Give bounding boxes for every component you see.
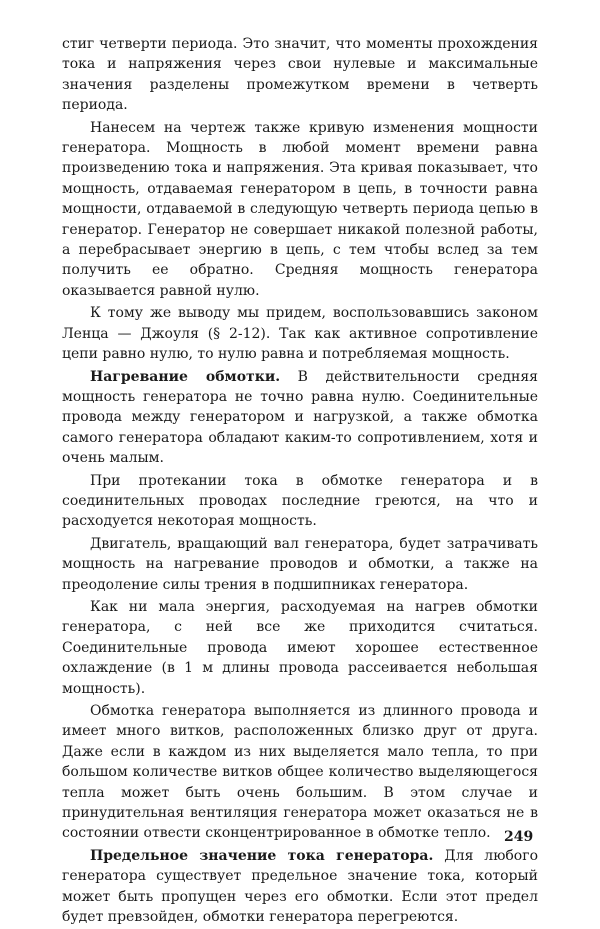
page-number: 249 — [504, 829, 534, 845]
section-heading-winding-heating: Нагревание обмотки. — [90, 368, 281, 385]
paragraph-9 — [62, 846, 538, 928]
paragraph-4 — [62, 367, 538, 469]
paragraph-2: Нанесем на чертеж также кривую изменения мощности генератора. Мощность в любой момент времени равна произведению тока и напряжения. Эта кривая показывает, что мощность, отдаваемая генератором в цепь, в точности равна мощности, отдаваемой в следующую четверть периода цепью в генератор. Генератор не совершает никакой полезной работы, а перебрасывает энергию в цепь, с тем чтобы вслед за тем получить ее обратно. Средняя мощность генератора оказывается равной нулю. — [62, 119, 538, 299]
paragraph-6: Двигатель, вращающий вал генератора, будет затрачивать мощность на нагревание проводов и обмотки, а также на преодоление силы трения в подшипниках генератора. — [62, 535, 538, 593]
section-heading-current-limit: Предельное значение тока генератора. — [90, 847, 434, 864]
page-body — [62, 34, 538, 929]
paragraph-3: К тому же выводу мы придем, воспользовавшись законом Ленца — Джоуля (§ 2-12). Так как активное сопротивление цепи равно нулю, то нулю равна и потребляемая мощность. — [62, 305, 538, 363]
paragraph-1: стиг четверти периода. Это значит, что моменты прохождения тока и напряжения через свои нулевые и максимальные значения разделены промежутком времени в четверть периода. — [62, 36, 538, 114]
paragraph-4-text: В действительности средняя мощность генератора не точно равна нулю. Соединительные провода между генератором и нагрузкой, а также обмотка самого генератора обладают каким-то сопротивлением, хотя и очень малым. — [62, 368, 538, 467]
paragraph-5: При протекании тока в обмотке генератора и в соединительных проводах последние греются, на что и расходуется некоторая мощность. — [62, 472, 538, 530]
paragraph-9-text: Для любого генератора существует предельное значение тока, который может быть пропущен через его обмотки. Если этот предел будет превзойден, обмотки генератора перегреются. — [62, 847, 539, 926]
paragraph-7: Как ни мала энергия, расходуемая на нагрев обмотки генератора, с ней все же приходится считаться. Соединительные провода имеют хорошее естественное охлаждение (в 1 м длины провода рассеивается небольшая мощность). — [62, 598, 538, 697]
paragraph-8: Обмотка генератора выполняется из длинного провода и имеет много витков, расположенных близко друг от друга. Даже если в каждом из них выделяется мало тепла, то при большом количестве витков общее количество выделяющегося тепла может быть очень большим. В этом случае и принудительная вентиляция генератора может оказаться не в состоянии отвести сконцентрированное в обмотке тепло. — [62, 703, 538, 842]
